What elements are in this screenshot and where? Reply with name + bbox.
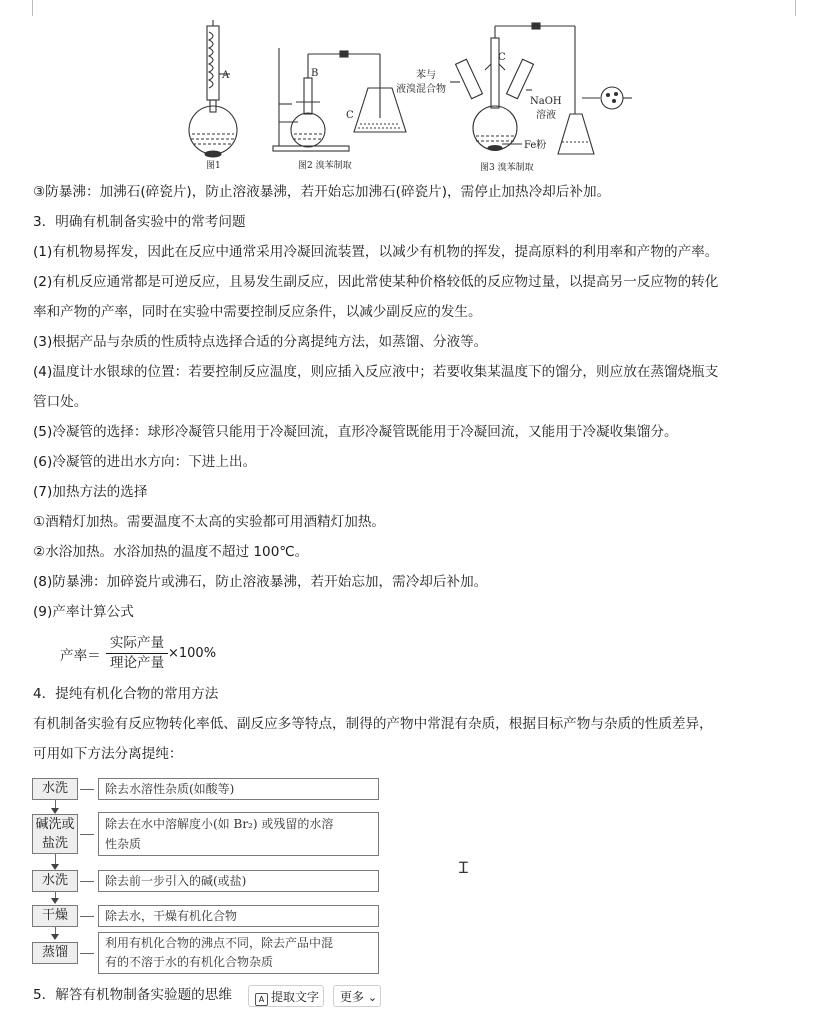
flow-step-dry: 干燥 (32, 905, 78, 927)
flow-step-base-or-salt-wash (32, 814, 78, 854)
fig3-caption: 图3 溴苯制取 (480, 163, 534, 173)
flow-desc5-line2: 有的不溶于水的有机化合物杂质 (105, 955, 274, 969)
crop-mark-top-right (795, 0, 810, 16)
apparatus-diagram (180, 18, 640, 176)
paragraph-anti-bumping-3: ③防暴沸：加沸石(碎瓷片)，防止溶液暴沸，若开始忘加沸石(碎瓷片)，需停止加热冷却后补加。 (33, 184, 611, 200)
more-label: 更多 (340, 990, 365, 1004)
fig1-caption: 图1 (206, 161, 221, 171)
flow-desc-3: 除去前一步引入的碱(或盐) (98, 870, 379, 892)
chevron-down-icon: ⌄ (367, 991, 378, 1004)
paragraph-item-6: (6)冷凝管的进出水方向：下进上出。 (33, 454, 257, 470)
figure-3-bromobenzene-apparatus (396, 23, 632, 173)
flow-desc-2 (98, 812, 379, 856)
flow-connector (80, 916, 94, 917)
figure-1-reflux-apparatus (189, 20, 237, 171)
fig3-naoh-line2: 溶液 (536, 110, 556, 121)
formula-numerator: 实际产量 (106, 634, 168, 654)
paragraph-item-7-1: ①酒精灯加热。需要温度不太高的实验都可用酒精灯加热。 (33, 514, 386, 530)
flow-arrow-head (51, 934, 59, 940)
purification-flowchart (30, 776, 382, 976)
formula-denominator: 理论产量 (109, 655, 165, 671)
flow-connector (80, 953, 94, 954)
flow-desc2-line2: 性杂质 (105, 837, 142, 851)
paragraph-item-8: (8)防暴沸：加碎瓷片或沸石，防止溶液暴沸，若开始忘加，需冷却后补加。 (33, 574, 488, 590)
flow-desc-1: 除去水溶性杂质(如酸等) (98, 778, 379, 800)
fig3-fe-label: Fe粉 (524, 140, 547, 151)
paragraph-item-5: (5)冷凝管的选择：球形冷凝管只能用于冷凝回流，直形冷凝管既能用于冷凝回流，又能用于冷凝收集馏分。 (33, 424, 678, 440)
paragraph-item-9: (9)产率计算公式 (33, 604, 134, 620)
flow-step-water-wash-1: 水洗 (32, 778, 78, 800)
text-cursor-icon: Ɪ (459, 858, 468, 877)
fig2-label-b: B (311, 68, 319, 79)
flow-step-water-wash-2: 水洗 (32, 870, 78, 892)
paragraph-purification-line1: 有机制备实验有反应物转化率低、副反应多等特点，制得的产物中常混有杂质，根据目标产物与杂质的性质差异， (33, 716, 713, 732)
flow-connector (80, 834, 94, 835)
paragraph-item-2-line2: 率和产物的产率，同时在实验中需要控制反应条件，以减少副反应的发生。 (33, 304, 482, 320)
fig3-label-c: C (498, 52, 506, 63)
fig2-label-c: C (346, 110, 354, 121)
apparatus-figures (180, 18, 640, 176)
fig3-reagent-line2: 液溴混合物 (396, 84, 446, 95)
fig2-caption: 图2 溴苯制取 (298, 161, 352, 171)
figure-2-bromobenzene-apparatus (273, 48, 406, 171)
text-scan-icon: A (255, 993, 268, 1006)
fig3-reagent-line1: 苯与 (416, 70, 436, 81)
heading-section-5: 5．解答有机物制备实验题的思维 (33, 987, 232, 1003)
paragraph-item-7: (7)加热方法的选择 (33, 484, 148, 500)
more-button[interactable] (333, 985, 381, 1007)
crop-mark-top-left (18, 0, 33, 16)
flow-desc-4: 除去水，干燥有机化合物 (98, 905, 379, 927)
paragraph-item-3: (3)根据产品与杂质的性质特点选择合适的分离提纯方法，如蒸馏、分液等。 (33, 334, 488, 350)
formula-fraction (106, 634, 168, 673)
formula-label: 产率＝ (60, 648, 101, 664)
formula-percent: ×100% (168, 646, 217, 661)
flow-desc5-line1: 利用有机化合物的沸点不同，除去产品中混 (105, 936, 334, 950)
paragraph-item-7-2: ②水浴加热。水浴加热的温度不超过 100℃。 (33, 544, 309, 560)
flow-desc2-line1: 除去在水中溶解度小(如 Br₂) 或残留的水溶 (105, 817, 334, 831)
flow-step-distill: 蒸馏 (32, 942, 78, 964)
flow-desc-5 (98, 932, 379, 974)
paragraph-item-2-line1: (2)有机反应通常都是可逆反应，且易发生副反应，因此常使某种价格较低的反应物过量，以提高另一反应物的转化 (33, 274, 719, 290)
extract-text-button[interactable] (248, 985, 324, 1007)
heading-section-4: 4．提纯有机化合物的常用方法 (33, 686, 219, 702)
paragraph-item-1: (1)有机物易挥发，因此在反应中通常采用冷凝回流装置，以减少有机物的挥发，提高原料的利用率和产物的产率。 (33, 244, 719, 260)
flow-step2-line1: 碱洗或 (35, 817, 75, 832)
paragraph-purification-line2: 可用如下方法分离提纯： (33, 746, 183, 762)
fig3-naoh-line1: NaOH (530, 96, 562, 107)
extract-text-label: 提取文字 (271, 990, 320, 1004)
flow-step2-line2: 盐洗 (41, 836, 68, 851)
fig1-label-a: A (222, 70, 230, 81)
flow-arrow-head (51, 898, 59, 904)
flow-connector (80, 789, 94, 790)
paragraph-item-4-line2: 管口处。 (33, 394, 88, 410)
paragraph-item-4-line1: (4)温度计水银球的位置：若要控制反应温度，则应插入反应液中；若要收集某温度下的馏分，则应放在蒸馏烧瓶支 (33, 364, 719, 380)
flow-connector (80, 881, 94, 882)
heading-section-3: 3．明确有机制备实验中的常考问题 (33, 214, 246, 230)
